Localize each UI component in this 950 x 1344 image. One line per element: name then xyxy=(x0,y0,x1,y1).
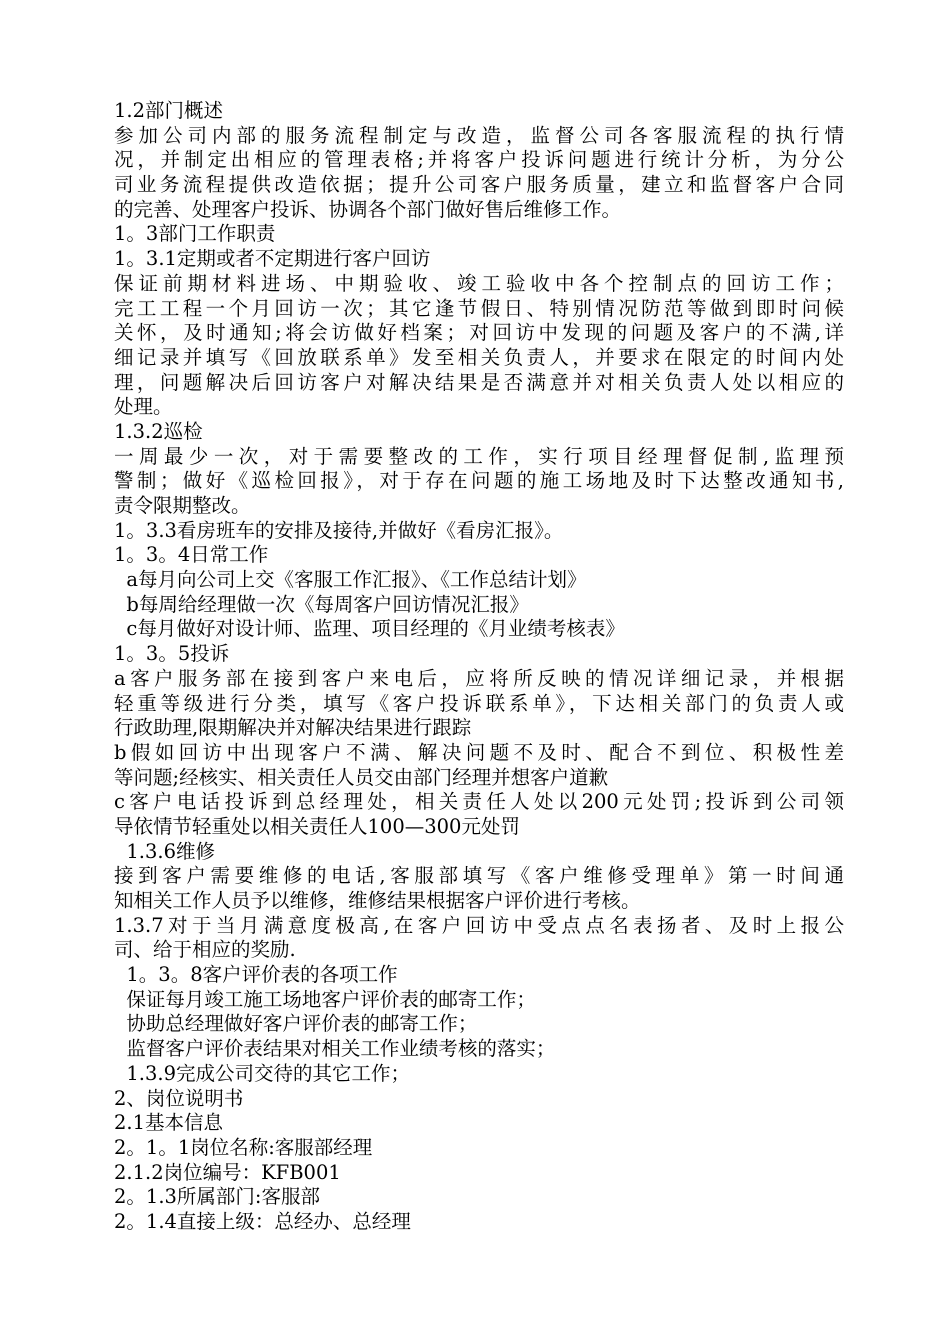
text-line: 一周最少一次，对于需要整改的工作，实行项目经理督促制,监理预 xyxy=(114,444,844,468)
text-line: 1。3。5投诉 xyxy=(114,642,230,666)
text-line: 1。3部门工作职责 xyxy=(114,222,276,246)
text-line: 2、岗位说明书 xyxy=(114,1086,244,1110)
text-line: 2.1.2岗位编号：KFB001 xyxy=(114,1160,341,1184)
document-page xyxy=(114,99,844,1235)
text-line: 监督客户评价表结果对相关工作业绩考核的落实； xyxy=(114,1037,556,1061)
text-line: 1.3.2巡检 xyxy=(114,419,203,443)
text-line: 1.3.9完成公司交待的其它工作； xyxy=(114,1061,411,1085)
text-line: 细记录并填写《回放联系单》发至相关负责人，并要求在限定的时间内处 xyxy=(114,345,844,369)
text-line: 警制；做好《巡检回报》，对于存在问题的施工场地及时下达整改通知书, xyxy=(114,469,844,493)
text-line: b每周给经理做一次《每周客户回访情况汇报》 xyxy=(114,592,529,616)
text-line: 完工工程一个月回访一次；其它逢节假日、特别情况防范等做到即时问候 xyxy=(114,296,844,320)
text-line: 轻重等级进行分类，填写《客户投诉联系单》，下达相关部门的负责人或 xyxy=(114,691,844,715)
text-line: c客户电话投诉到总经理处，相关责任人处以200元处罚;投诉到公司领 xyxy=(114,790,844,814)
text-line: a客户服务部在接到客户来电后，应将所反映的情况详细记录，并根据 xyxy=(114,666,844,690)
text-line: 2.1基本信息 xyxy=(114,1111,224,1135)
text-line: 1.3.7对于当月满意度极高,在客户回访中受点点名表扬者、及时上报公 xyxy=(114,913,844,937)
text-line: 的完善、处理客户投诉、协调各个部门做好售后维修工作。 xyxy=(114,197,622,221)
text-line: 1.2部门概述 xyxy=(114,99,224,122)
text-line: 接到客户需要维修的电话,客服部填写《客户维修受理单》第一时间通 xyxy=(114,864,844,888)
text-line: 理，问题解决后回访客户对解决结果是否满意并对相关负责人处以相应的 xyxy=(114,370,844,394)
text-line: 1。3。8客户评价表的各项工作 xyxy=(114,963,398,987)
text-line: 协助总经理做好客户评价表的邮寄工作； xyxy=(114,1012,478,1036)
text-line: 知相关工作人员予以维修，维修结果根据客户评价进行考核。 xyxy=(114,889,641,912)
text-line: 1。3.3看房班车的安排及接待,并做好《看房汇报》。 xyxy=(114,518,564,542)
text-line: 司业务流程提供改造依据；提升公司客户服务质量，建立和监督客户合同 xyxy=(114,173,844,197)
text-line: 等问题;经核实、相关责任人员交由部门经理并想客户道歉 xyxy=(114,765,609,789)
text-line: 1.3.6维修 xyxy=(114,839,216,863)
text-line: 2。1.3所属部门:客服部 xyxy=(114,1185,320,1209)
text-line: 导依情节轻重处以相关责任人100—300元处罚 xyxy=(114,814,520,838)
text-line: 司、给于相应的奖励. xyxy=(114,938,296,962)
text-line: 关怀，及时通知;将会访做好档案；对回访中发现的问题及客户的不满,详 xyxy=(114,321,844,345)
text-line: 况，并制定出相应的管理表格;并将客户投诉问题进行统计分析，为分公 xyxy=(114,148,844,172)
text-line: 保证前期材料进场、中期验收、竣工验收中各个控制点的回访工作； xyxy=(114,271,844,295)
text-line: 处理。 xyxy=(114,395,173,419)
text-line: 1。3。4日常工作 xyxy=(114,543,269,567)
text-line: 保证每月竣工施工场地客户评价表的邮寄工作； xyxy=(114,987,536,1011)
text-line: a每月向公司上交《客服工作汇报》、《工作总结计划》 xyxy=(114,568,587,592)
text-line: 1。3.1定期或者不定期进行客户回访 xyxy=(114,247,431,271)
text-line: 行政助理,限期解决并对解决结果进行跟踪 xyxy=(114,716,472,740)
text-line: 参加公司内部的服务流程制定与改造，监督公司各客服流程的执行情 xyxy=(114,123,844,147)
text-line: c每月做好对设计师、监理、项目经理的《月业绩考核表》 xyxy=(114,617,625,641)
text-line: 2。1。1岗位名称:客服部经理 xyxy=(114,1135,373,1159)
text-line: b假如回访中出现客户不满、解决问题不及时、配合不到位、积极性差 xyxy=(114,740,844,764)
text-line: 2。1.4直接上级：总经办、总经理 xyxy=(114,1209,411,1233)
text-line: 责令限期整改。 xyxy=(114,494,251,517)
